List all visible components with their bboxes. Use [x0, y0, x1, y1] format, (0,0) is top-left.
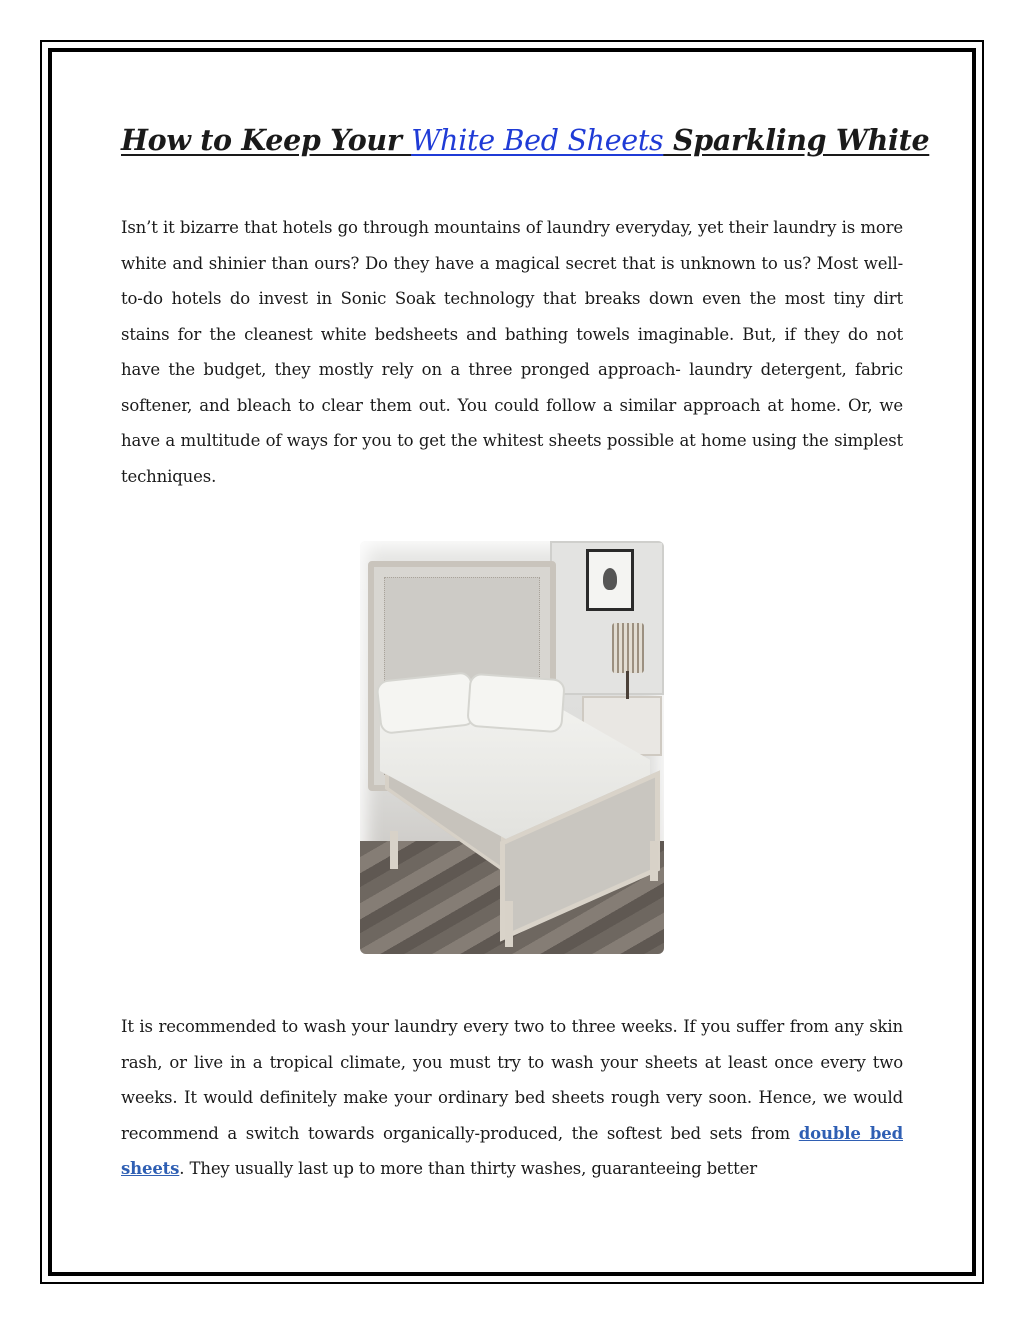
care-paragraph — [121, 1009, 903, 1187]
bed-leg — [390, 831, 398, 869]
wall-picture — [586, 549, 634, 611]
care-text-after: . They usually last up to more than thirty washes, guaranteeing better — [179, 1159, 757, 1178]
double-bed-sheets-link[interactable]: double bed sheets — [121, 1123, 903, 1178]
lamp-stem — [626, 671, 629, 699]
pillow-left — [375, 671, 476, 735]
white-bed-sheets-link[interactable]: White Bed Sheets — [411, 124, 664, 157]
lamp-shade — [612, 623, 644, 673]
title-text-after: Sparkling White — [663, 123, 930, 157]
white-bed-image — [360, 541, 664, 954]
pillow-right — [466, 673, 566, 734]
bed-leg — [650, 841, 658, 881]
intro-paragraph: Isn’t it bizarre that hotels go through mountains of laundry everyday, yet their laundry is more white and shinier than ours? Do they have a magical secret that is unknown to us? Most well-to-do hotels do invest in Sonic Soak technology that breaks down even the most tiny dirt stains for the cleanest white bedsheets and bathing towels imaginable. But, if they do not have the budget, they mostly rely on a three pronged approach- laundry detergent, fabric softener, and bleach to clear them out. You could follow a similar approach at home. Or, we have a multitude of ways for you to get the whitest sheets possible at home using the simplest techniques. — [121, 218, 903, 486]
bed-leg — [505, 901, 513, 947]
document-title — [121, 118, 930, 163]
title-text-before: How to Keep Your — [121, 123, 412, 157]
wall-picture-art — [603, 568, 617, 590]
care-text-before: It is recommended to wash your laundry every two to three weeks. If you suffer from any skin rash, or live in a tropical climate, you must try to wash your sheets at least once every two weeks. It would definitely make your ordinary bed sheets rough very soon. Hence, we would recommend a switch towards organically-produced, the softest bed sets from — [121, 1017, 903, 1143]
